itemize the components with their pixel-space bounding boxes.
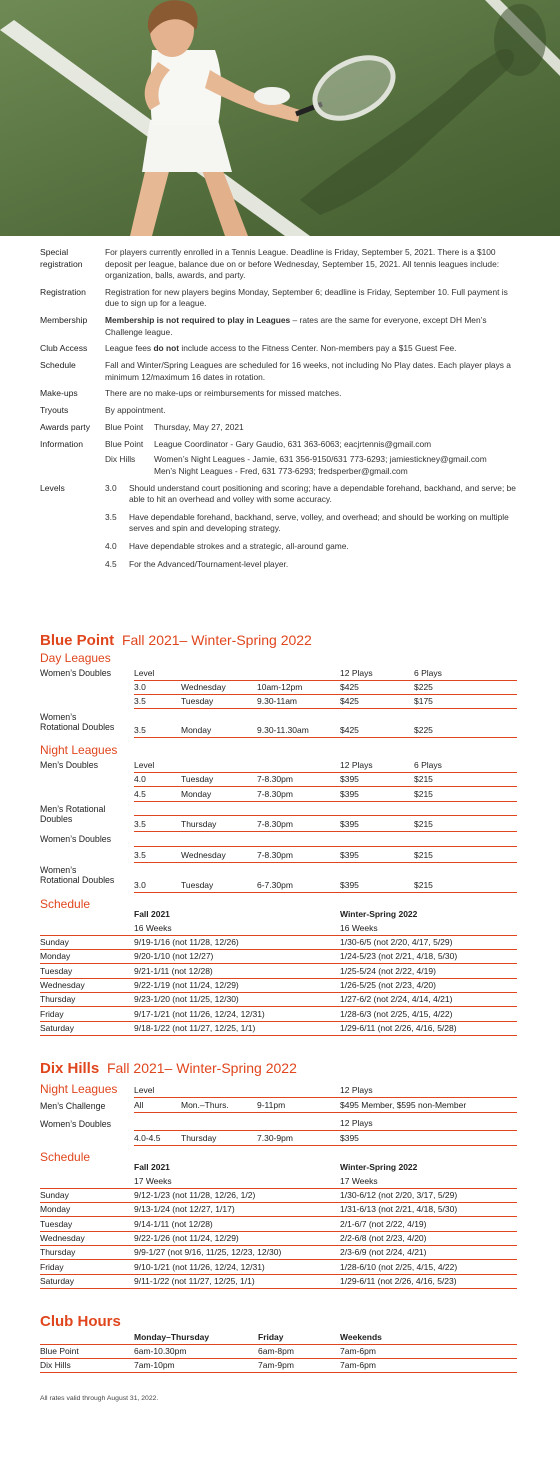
club-access-text-a: League fees (105, 343, 154, 354)
table-cell: Tuesday (181, 880, 214, 890)
bp-winter-head: Winter-Spring 2022 (340, 909, 418, 919)
table-cell: 7-8.30pm (257, 819, 293, 829)
table-cell: Tuesday (181, 696, 214, 706)
table-cell: 1/31-6/13 (not 2/21, 4/18, 5/30) (340, 1204, 458, 1215)
table-cell: 4.0 (134, 774, 146, 784)
table-cell: Mon.–Thurs. (181, 1100, 229, 1110)
levels-list (105, 483, 520, 577)
table-cell: 9/17-1/21 (not 11/26, 12/24, 12/31) (134, 1008, 265, 1019)
table-cell: 1/29-6/11 (not 2/26, 4/16, 5/23) (340, 1275, 457, 1286)
divider (134, 1112, 517, 1113)
table-cell: 6-7.30pm (257, 880, 293, 890)
level-item: 4.5 For the Advanced/Tournament-level player. (105, 558, 289, 569)
level-item: 3.0 Should understand court positioning and scoring; have a dependable forehand, backhand, and serve; be able to hit an overhead and volley with some accuracy. (105, 482, 516, 505)
blue-point-section (40, 631, 520, 652)
club-hours-title: Club Hours (40, 1313, 121, 1330)
table-cell: Monday (40, 1204, 71, 1215)
dh-schedule-heading: Schedule (40, 1150, 91, 1164)
information-label: Information (40, 438, 83, 449)
tryouts-label: Tryouts (40, 405, 69, 416)
league-info (40, 247, 520, 581)
table-cell: 9/10-1/21 (not 11/26, 12/24, 12/31) (134, 1261, 265, 1272)
bp-day-6plays-head: 6 Plays (414, 668, 442, 678)
club-hours-head-friday: Friday (258, 1332, 284, 1342)
club-access-row (40, 343, 520, 355)
tryouts-row (40, 405, 520, 417)
table-cell: 6am-8pm (258, 1346, 294, 1356)
bp-night-6plays-head: 6 Plays (414, 760, 442, 770)
awards-place: Blue Point (105, 421, 144, 432)
divider (134, 862, 517, 863)
divider (134, 786, 517, 787)
divider (40, 1288, 517, 1289)
divider (40, 1006, 517, 1007)
bp-mens-rot-label-2: Doubles (40, 814, 73, 824)
divider (134, 1130, 517, 1131)
table-cell: 7am-10pm (134, 1360, 175, 1370)
table-cell: 3.0 (134, 682, 146, 692)
table-cell: 9/18-1/22 (not 11/27, 12/25, 1/1) (134, 1022, 256, 1033)
table-cell: Tuesday (40, 965, 73, 976)
table-cell: 1/24-5/23 (not 2/21, 4/18, 5/30) (340, 951, 458, 962)
divider (134, 831, 517, 832)
divider (134, 772, 517, 773)
table-cell: Wednesday (40, 979, 85, 990)
hero-photo-tennis-player (0, 0, 560, 236)
table-cell: $395 (340, 850, 359, 860)
table-cell: Friday (40, 1261, 64, 1272)
table-cell: All (134, 1100, 144, 1110)
table-cell: Monday (181, 789, 212, 799)
table-cell: $395 (340, 1133, 359, 1143)
divider (40, 1245, 517, 1246)
divider (40, 1216, 517, 1217)
bp-schedule-heading: Schedule (40, 897, 91, 911)
table-cell: 7.30-9pm (257, 1133, 293, 1143)
table-cell: 10am-12pm (257, 682, 303, 692)
divider (40, 1231, 517, 1232)
table-cell: 9/19-1/16 (not 11/28, 12/26) (134, 937, 239, 947)
table-cell: Sunday (40, 1190, 69, 1200)
membership-text-bold: Membership is not required to play in Leagues (105, 314, 291, 325)
table-cell: 9/12-1/23 (not 11/28, 12/26, 1/2) (134, 1190, 256, 1200)
bp-womens-rot-label-1: Women’s (40, 712, 77, 722)
table-cell: Saturday (40, 1275, 75, 1286)
divider (40, 978, 517, 979)
table-cell: Wednesday (40, 1232, 85, 1243)
schedule-text: Fall and Winter/Spring Leagues are scheduled for 16 weeks, not including No Play dates. Each player plays a minimum 12/maximum 16 dates in rotation. (105, 360, 511, 382)
dh-mens-challenge-label: Men’s Challenge (40, 1101, 106, 1111)
footnote: All rates valid through August 31, 2022. (40, 1395, 159, 1402)
bp-night-womens-rot-label-2: Rotational Doubles (40, 875, 115, 885)
bp-night-leagues-heading: Night Leagues (40, 743, 118, 757)
level-item: 3.5 Have dependable forehand, backhand, serve, volley, and overhead; and should be working on multiple serves and spin and developing strategy. (105, 511, 509, 534)
table-cell: Thursday (40, 1247, 76, 1258)
table-cell: 9/9-1/27 (not 9/16, 11/25, 12/23, 12/30) (134, 1247, 282, 1258)
divider (134, 801, 517, 802)
membership-label: Membership (40, 314, 88, 325)
table-cell: 1/29-6/11 (not 2/26, 4/16, 5/28) (340, 1022, 457, 1033)
table-cell: 3.5 (134, 819, 146, 829)
table-cell: 1/28-6/10 (not 2/25, 4/15, 4/22) (340, 1261, 458, 1272)
table-cell: 4.5 (134, 789, 146, 799)
table-cell: Friday (40, 1008, 64, 1019)
club-access-label: Club Access (40, 343, 88, 354)
table-cell: 9.30-11.30am (257, 725, 309, 735)
club-hours-head-weekends: Weekends (340, 1332, 382, 1342)
divider (40, 1259, 517, 1260)
divider (40, 1021, 517, 1022)
table-cell: Wednesday (181, 850, 226, 860)
table-cell: 9/14-1/11 (not 12/28) (134, 1218, 213, 1229)
club-hours-head-mon-thu: Monday–Thursday (134, 1332, 210, 1342)
divider (40, 1344, 517, 1345)
divider (40, 949, 517, 950)
information-row (40, 439, 520, 478)
dh-fall-weeks: 17 Weeks (134, 1176, 172, 1186)
special-registration-label: Special registration (40, 247, 83, 269)
table-cell: 1/28-6/3 (not 2/25, 4/15, 4/22) (340, 1008, 453, 1019)
table-cell: 3.0 (134, 880, 146, 890)
divider (40, 1202, 517, 1203)
table-cell: 9/21-1/11 (not 12/28) (134, 965, 213, 976)
table-cell: $215 (414, 789, 433, 799)
divider (40, 1035, 517, 1036)
table-cell: Dix Hills (40, 1360, 71, 1370)
table-cell: Tuesday (181, 774, 214, 784)
table-cell: $215 (414, 850, 433, 860)
info-dh-text2: Men’s Night Leagues - Fred, 631 773-6293; fredsperber@gmail.com (154, 465, 408, 476)
divider (134, 694, 517, 695)
info-bp-place: Blue Point (105, 438, 144, 449)
bp-mens-rot-label-1: Men’s Rotational (40, 804, 106, 814)
divider (134, 737, 517, 738)
special-registration-row (40, 247, 520, 282)
dh-winter-head: Winter-Spring 2022 (340, 1162, 418, 1172)
bp-night-womens-doubles-label: Women’s Doubles (40, 834, 112, 844)
table-cell: Thursday (40, 994, 76, 1005)
tryouts-text: By appointment. (105, 405, 166, 416)
table-cell: $395 (340, 880, 359, 890)
table-cell: $425 (340, 682, 359, 692)
registration-text: Registration for new players begins Monday, September 6; deadline is Friday, September 10. Full payment is due to sign up for a league. (105, 286, 508, 309)
divider (40, 992, 517, 993)
divider (134, 708, 517, 709)
divider (40, 1372, 517, 1373)
table-cell: 2/2-6/8 (not 2/23, 4/20) (340, 1232, 427, 1243)
table-cell: 7am-9pm (258, 1360, 294, 1370)
dh-fall-head: Fall 2021 (134, 1162, 170, 1172)
info-dh-text1: Women’s Night Leagues - Jamie, 631 356-9150/631 773-6293; jamiestickney@gmail.com (154, 454, 487, 465)
club-access-text-bold: do not (153, 343, 180, 354)
club-access-text (105, 343, 520, 355)
makeups-text: There are no make-ups or reimbursements for missed matches. (105, 388, 342, 399)
bp-fall-weeks: 16 Weeks (134, 923, 172, 933)
table-cell: 3.5 (134, 725, 146, 735)
blue-point-title: Blue Point Fall 2021– Winter-Spring 2022 (40, 632, 312, 649)
dix-hills-title: Dix Hills Fall 2021– Winter-Spring 2022 (40, 1060, 297, 1077)
registration-row (40, 287, 520, 310)
dh-winter-weeks: 17 Weeks (340, 1176, 378, 1186)
bp-winter-weeks: 16 Weeks (340, 923, 378, 933)
table-cell: 9/13-1/24 (not 12/27, 1/17) (134, 1204, 235, 1215)
table-cell: 7-8.30pm (257, 789, 293, 799)
levels-label: Levels (40, 482, 65, 493)
bp-night-womens-rot-label-1: Women’s (40, 865, 77, 875)
divider (134, 846, 517, 847)
table-cell: 9-11pm (257, 1100, 286, 1110)
table-cell: 7-8.30pm (257, 774, 293, 784)
divider (40, 1274, 517, 1275)
table-cell: Thursday (181, 1133, 217, 1143)
table-cell: 9/22-1/26 (not 11/24, 12/29) (134, 1232, 239, 1243)
table-cell: 2/1-6/7 (not 2/22, 4/19) (340, 1218, 427, 1229)
dh-night-leagues-heading: Night Leagues (40, 1082, 118, 1096)
awards-label: Awards party (40, 421, 90, 432)
level-item: 4.0 Have dependable strokes and a strategic, all-around game. (105, 540, 349, 551)
table-cell: Saturday (40, 1022, 75, 1033)
membership-text-rest: – rates are the same for everyone, except DH Men’s Challenge league. (105, 314, 487, 337)
table-cell: $175 (414, 696, 433, 706)
awards-row (40, 422, 520, 434)
registration-label: Registration (40, 286, 86, 297)
table-cell: 3.5 (134, 696, 146, 706)
table-cell: $395 (340, 789, 359, 799)
table-cell: 7am-6pm (340, 1346, 376, 1356)
table-cell: 9/23-1/20 (not 11/25, 12/30) (134, 994, 239, 1005)
awards-text: Thursday, May 27, 2021 (154, 421, 244, 432)
table-cell: 3.5 (134, 850, 146, 860)
table-cell: 7am-6pm (340, 1360, 376, 1370)
table-cell: 9.30-11am (257, 696, 298, 706)
divider (134, 680, 517, 681)
bp-day-leagues-heading: Day Leagues (40, 651, 111, 665)
table-cell: $425 (340, 696, 359, 706)
dh-womens-doubles-label: Women’s Doubles (40, 1119, 112, 1129)
info-dh-place: Dix Hills (105, 454, 136, 465)
club-hours-section (40, 1312, 520, 1333)
membership-text (105, 315, 520, 338)
table-cell: 7-8.30pm (257, 850, 293, 860)
divider (134, 815, 517, 816)
special-registration-text: For players currently enrolled in a Tennis League. Deadline is Friday, September 5, 2021. There is a $100 deposit per league, balance due on or before Wednesday, September 15, 2021. All tennis leagues include: organization, balls, awards, and party. (105, 247, 500, 281)
makeups-row (40, 388, 520, 400)
table-cell: Blue Point (40, 1346, 79, 1356)
table-cell: 2/3-6/9 (not 2/24, 4/21) (340, 1247, 427, 1258)
table-cell: 1/25-5/24 (not 2/22, 4/19) (340, 965, 436, 976)
schedule-label: Schedule (40, 360, 76, 371)
table-cell: $215 (414, 880, 433, 890)
table-cell: $225 (414, 725, 433, 735)
divider (40, 1358, 517, 1359)
table-cell: 9/11-1/22 (not 11/27, 12/25, 1/1) (134, 1275, 255, 1286)
bp-mens-doubles-label: Men’s Doubles (40, 760, 99, 770)
table-cell: Thursday (181, 819, 217, 829)
bp-night-level-head: Level (134, 760, 155, 770)
bp-night-12plays-head: 12 Plays (340, 760, 373, 770)
divider (134, 892, 517, 893)
divider (40, 1188, 517, 1189)
info-bp-text: League Coordinator - Gary Gaudio, 631 363-6063; eacjrtennis@gmail.com (154, 438, 432, 449)
table-cell: Monday (40, 951, 71, 962)
table-cell: Monday (181, 725, 212, 735)
dh-12plays-head: 12 Plays (340, 1085, 373, 1095)
table-cell: Sunday (40, 937, 69, 947)
table-cell: 1/30-6/12 (not 2/20, 3/17, 5/29) (340, 1190, 458, 1200)
table-cell: Tuesday (40, 1218, 73, 1229)
membership-row (40, 315, 520, 338)
table-cell: 9/20-1/10 (not 12/27) (134, 951, 214, 962)
table-cell: $395 (340, 819, 359, 829)
table-cell: 6am-10.30pm (134, 1346, 187, 1356)
table-cell: $215 (414, 774, 433, 784)
levels-row (40, 483, 520, 577)
bp-fall-head: Fall 2021 (134, 909, 170, 919)
table-cell: $215 (414, 819, 433, 829)
bp-day-level-head: Level (134, 668, 155, 678)
dh-wd-12plays-head: 12 Plays (340, 1118, 373, 1128)
table-cell: Wednesday (181, 682, 226, 692)
tennis-player-illustration (0, 0, 560, 236)
table-cell: 1/27-6/2 (not 2/24, 4/14, 4/21) (340, 994, 453, 1005)
makeups-label: Make-ups (40, 388, 78, 399)
divider (134, 1097, 517, 1098)
schedule-row (40, 360, 520, 383)
table-cell: $395 (340, 774, 359, 784)
table-cell: 9/22-1/19 (not 11/24, 12/29) (134, 979, 239, 990)
club-access-text-b: include access to the Fitness Center. Non-members pay a $15 Guest Fee. (179, 343, 457, 354)
divider (134, 1145, 517, 1146)
divider (40, 963, 517, 964)
table-cell: $495 Member, $595 non-Member (340, 1100, 467, 1110)
table-cell: 4.0-4.5 (134, 1133, 161, 1143)
dh-level-head: Level (134, 1085, 155, 1095)
table-cell: $225 (414, 682, 433, 692)
bp-day-12plays-head: 12 Plays (340, 668, 373, 678)
table-cell: $425 (340, 725, 359, 735)
table-cell: 1/30-6/5 (not 2/20, 4/17, 5/29) (340, 937, 453, 947)
dix-hills-section (40, 1059, 520, 1080)
bp-womens-doubles-label: Women’s Doubles (40, 668, 112, 678)
table-cell: 1/26-5/25 (not 2/23, 4/20) (340, 979, 436, 990)
bp-womens-rot-label-2: Rotational Doubles (40, 722, 115, 732)
divider (40, 935, 517, 936)
